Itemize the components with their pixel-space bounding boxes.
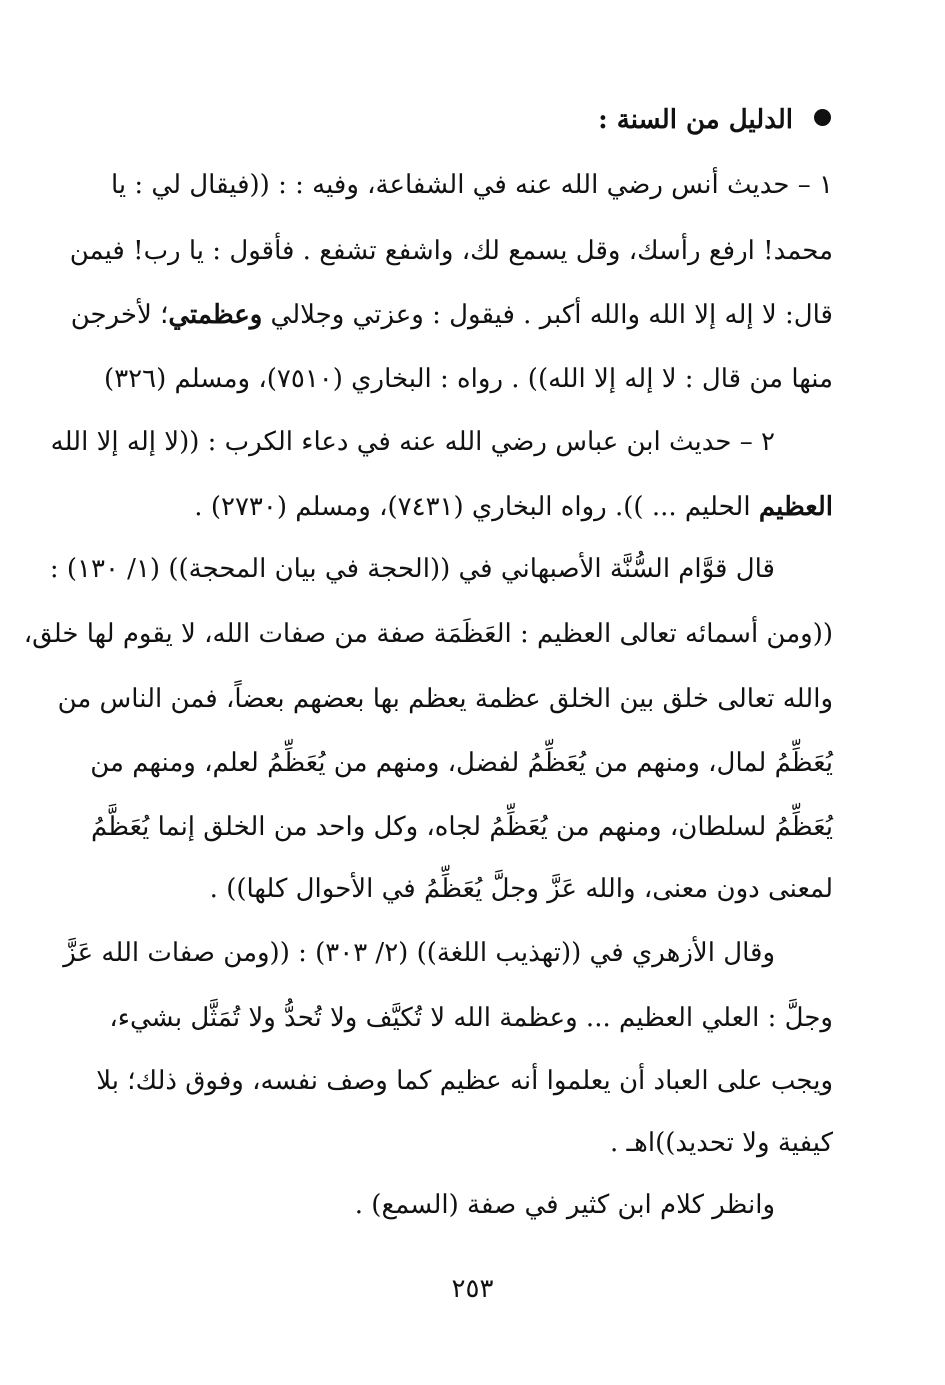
quote1-line-3: يُعَظِّمُ لمال، ومنهم من يُعَظِّمُ لفضل، ومنهم من يُعَظِّمُ لعلم، ومنهم من xyxy=(90,748,833,778)
closing-note: وانظر كلام ابن كثير في صفة (السمع) . xyxy=(354,1190,775,1220)
hadith2-emphasis: العظيم xyxy=(758,492,833,522)
hadith2-line-2 xyxy=(194,490,833,524)
quote1-line-2: والله تعالى خلق بين الخلق عظمة يعظم بها بعضهم بعضاً، فمن الناس من xyxy=(57,684,833,714)
quote1-line-1: ((ومن أسمائه تعالى العظيم : العَظَمَة صفة من صفات الله، لا يقوم لها خلق، xyxy=(23,619,833,649)
quote1-line-4: يُعَظِّمُ لسلطان، ومنهم من يُعَظِّمُ لجاه، وكل واحد من الخلق إنما يُعَظَّمُ xyxy=(90,812,833,842)
quote1-intro: قال قوَّام السُّنَّة الأصبهاني في ((الحجة في بيان المحجة)) (١/ ١٣٠) : xyxy=(49,554,775,584)
bullet-icon xyxy=(814,109,831,126)
hadith1-line-1: ١ – حديث أنس رضي الله عنه في الشفاعة، وفيه : : ((فيقال لي : يا xyxy=(110,170,833,200)
hadith2-line-2-text: الحليم ... )). رواه البخاري (٧٤٣١)، ومسلم (٢٧٣٠) . xyxy=(194,492,759,522)
hadith1-emphasis: وعظمتي xyxy=(168,300,263,330)
section-heading: الدليل من السنة : xyxy=(598,105,793,135)
quote2-intro: وقال الأزهري في ((تهذيب اللغة)) (٢/ ٣٠٣) : ((ومن صفات الله عَزَّ xyxy=(63,938,775,968)
quote2-line-3: كيفية ولا تحديد))اهـ . xyxy=(610,1128,833,1158)
hadith1-line-3-text-a: قال: لا إله إلا الله والله أكبر . فيقول : وعزتي وجلالي xyxy=(262,300,833,330)
quote2-line-2: ويجب على العباد أن يعلموا أنه عظيم كما وصف نفسه، وفوق ذلك؛ بلا xyxy=(96,1066,833,1096)
quote1-line-5: لمعنى دون معنى، والله عَزَّ وجلَّ يُعَظِّمُ في الأحوال كلها)) . xyxy=(209,874,833,904)
hadith2-line-1: ٢ – حديث ابن عباس رضي الله عنه في دعاء الكرب : ((لا إله إلا الله xyxy=(50,427,775,457)
quote2-line-1: وجلَّ : العلي العظيم ... وعظمة الله لا تُكيَّف ولا تُحدُّ ولا تُمَثَّل بشيء، xyxy=(109,1003,833,1033)
hadith1-line-4: منها من قال : لا إله إلا الله)) . رواه : البخاري (٧٥١٠)، ومسلم (٣٢٦) xyxy=(104,364,833,394)
hadith1-line-3-text-c: ؛ لأخرجن xyxy=(70,300,169,330)
hadith1-line-3 xyxy=(70,298,833,332)
hadith1-line-2: محمد! ارفع رأسك، وقل يسمع لك، واشفع تشفع . فأقول : يا رب! فيمن xyxy=(69,236,833,266)
page-number: ٢٥٣ xyxy=(451,1274,494,1304)
